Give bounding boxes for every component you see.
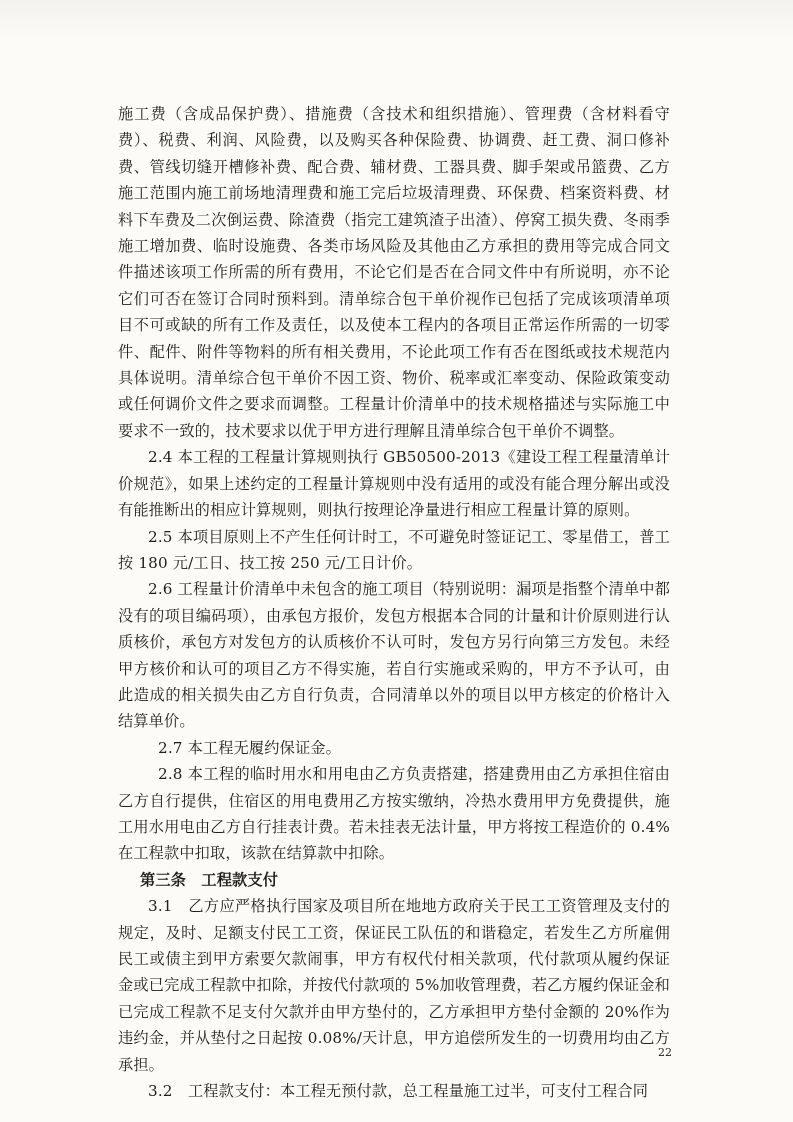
section-heading-article-3 <box>118 867 670 893</box>
paragraph-2-6: 2.6 工程量计价清单中未包含的施工项目（特别说明：漏项是指整个清单中都没有的项目编码项），由承包方报价，发包方根据本合同的计量和计价原则进行认质核价，承包方对发包方的认质核价不认可时，发包方另行向第三方发包。未经甲方核价和认可的项目乙方不得实施，若自行实施或采购的，甲方不予认可，由此造成的相关损失由乙方自行负责，合同清单以外的项目以甲方核定的价格计入结算单价。 <box>118 580 670 731</box>
paragraph-3-2: 3.2 工程款支付：本工程无预付款，总工程量施工过半，可支付工程合同 <box>148 1082 649 1101</box>
paragraph-2-5: 2.5 本项目原则上不产生任何计时工，不可避免时签证记工、零星借工，普工按 180 元/工日、技工按 250 元/工日计价。 <box>118 527 670 572</box>
scan-top-edge <box>0 0 793 42</box>
paragraph-3-1: 3.1 乙方应严格执行国家及项目所在地地方政府关于民工工资管理及支付的规定，及时、足额支付民工工资，保证民工队伍的和谐稳定，若发生乙方所雇佣民工或债主到甲方索要欠款闹事，甲方有权代付相关款项，代付款项从履约保证金或已完成工程款中扣除，并按代付款项的 5%加收管理费，若乙方履约保证金和已完成工程款不足支付欠款并由甲方垫付的，乙方承担甲方垫付金额的 20%作为违约金，并从垫付之日起按 0.08%/天计息，甲方追偿所发生的一切费用均由乙方承担。 <box>118 897 670 1074</box>
paragraph-cost-inclusions: 施工费（含成品保护费）、措施费（含技术和组织措施）、管理费（含材料看守费）、税费、利润、风险费，以及购买各种保险费、协调费、赶工费、洞口修补费、管线切缝开槽修补费、配合费、辅材费、工器具费、脚手架或吊篮费、乙方施工范围内施工前场地清理费和施工完后垃圾清理费、环保费、档案资料费、材料下车费及二次倒运费、除渣费（指完工建筑渣子出渣）、停窝工损失费、冬雨季施工增加费、临时设施费、各类市场风险及其他由乙方承担的费用等完成合同文件描述该项工作所需的所有费用，不论它们是否在合同文件中有所说明，亦不论它们可否在签订合同时预料到。清单综合包干单价视作已包括了完成该项清单项目不可或缺的所有工作及责任，以及使本工程内的各项目正常运作所需的一切零件、配件、附件等物料的所有相关费用，不论此项工作有否在图纸或技术规范内具体说明。清单综合包干单价不因工资、物价、税率或汇率变动、保险政策变动或任何调价文件之要求而调整。工程量计价清单中的技术规格描述与实际施工中要求不一致的，技术要求以优于甲方进行理解且清单综合包干单价不调整。 <box>118 105 670 440</box>
contract-body-text <box>118 101 670 1104</box>
section-heading-number: 第三条 <box>140 870 187 889</box>
paragraph-2-8: 2.8 本工程的临时用水和用电由乙方负责搭建，搭建费用由乙方承担住宿由乙方自行提供，住宿区的用电费用乙方按实缴纳，冷热水费用甲方免费提供，施工用水用电由乙方自行挂表计费。若未挂表无法计量，甲方将按工程造价的 0.4%在工程款中扣取，该款在结算款中扣除。 <box>118 765 670 863</box>
section-heading-title: 工程款支付 <box>201 870 279 889</box>
paragraph-2-7: 2.7 本工程无履约保证金。 <box>158 738 341 757</box>
page-number: 22 <box>658 1046 672 1059</box>
paragraph-2-4: 2.4 本工程的工程量计算规则执行 GB50500-2013《建设工程工程量清单计价规范》，如果上述约定的工程量计算规则中没有适用的或没有能合理分解出或没有能推断出的相应计算规则，则执行按理论净量进行相应工程量计算的原则。 <box>118 448 670 520</box>
